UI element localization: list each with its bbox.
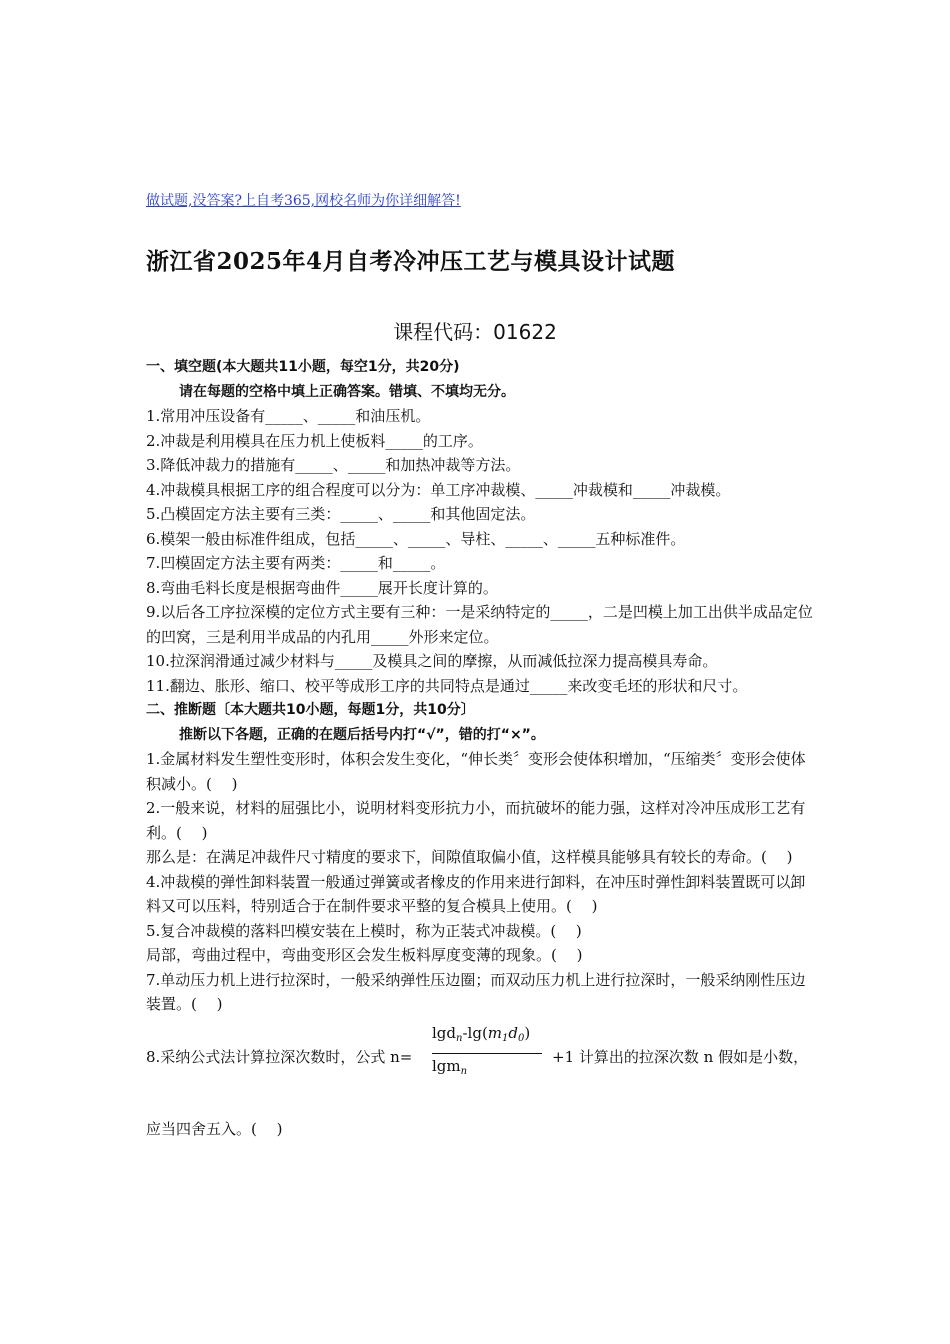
fill-question-9: 9.以后各工序拉深模的定位方式主要有三种：一是采纳特定的_____，二是凹模上加工出供半成品定位的凹窝，三是利用半成品的内孔用_____外形来定位。 xyxy=(146,603,813,646)
exam-content xyxy=(146,355,814,1141)
fill-question-6: 6.模架一般由标准件组成，包括_____、_____、导柱、_____、_____五种标准件。 xyxy=(146,529,686,548)
fill-question-11: 11.翻边、胀形、缩口、校平等成形工序的共同特点是通过_____来改变毛坯的形状和尺寸。 xyxy=(146,676,748,695)
fill-question-4: 4.冲裁模具根据工序的组合程度可以分为：单工序冲裁模、_____冲裁模和_____冲裁模。 xyxy=(146,480,731,499)
q8-prefix: 8.采纳公式法计算拉深次数时，公式 n= xyxy=(146,1047,413,1066)
judge-question-5: 5.复合冲裁模的落料凹模安装在上模时，称为正装式冲裁模。( ) xyxy=(146,921,582,940)
section2-heading: 二、推断题〔本大题共10小题，每题1分，共10分〕 xyxy=(146,702,475,718)
q8-formula xyxy=(432,1021,542,1085)
judge-question-1: 1.金属材料发生塑性变形时，体积会发生变化，“伸长类〞变形会使体积增加，“压缩类〞变形会使体积减小。( ) xyxy=(146,750,806,793)
judge-question-2: 2.一般来说，材料的屈强比小，说明材料变形抗力小，而抗破坏的能力强，这样对冷冲压成形工艺有利。( ) xyxy=(146,799,806,842)
judge-question-4: 4.冲裁模的弹性卸料装置一般通过弹簧或者橡皮的作用来进行卸料，在冲压时弹性卸料装置既可以卸料又可以压料，特别适合于在制件要求平整的复合模具上使用。( ) xyxy=(146,872,806,915)
promo-link[interactable]: 做试题,没答案?上自考365,网校名师为你详细解答! xyxy=(146,193,461,209)
judge-question-6: 局部，弯曲过程中，弯曲变形区会发生板料厚度变薄的现象。( ) xyxy=(146,946,583,964)
judge-question-7: 7.单动压力机上进行拉深时，一般采纳弹性压边圈；而双动压力机上进行拉深时，一般采纳刚性压边装置。( ) xyxy=(146,970,806,1013)
fill-question-5: 5.凸模固定方法主要有三类：_____、_____和其他固定法。 xyxy=(146,505,536,523)
course-code: 课程代码：01622 xyxy=(393,320,557,344)
fill-question-8: 8.弯曲毛料长度是根据弯曲件_____展开长度计算的。 xyxy=(146,578,498,597)
fill-question-2: 2.冲裁是利用模具在压力机上使板料_____的工序。 xyxy=(146,431,483,450)
q8-tail: 应当四舍五入。( ) xyxy=(146,1119,283,1138)
section1-instruction: 请在每题的空格中填上正确答案。错填、不填均无分。 xyxy=(179,383,515,400)
fill-question-1: 1.常用冲压设备有_____、_____和油压机。 xyxy=(146,407,431,425)
fill-question-7: 7.凹模固定方法主要有两类：_____和_____。 xyxy=(146,554,446,572)
page-title: 浙江省2025年4月自考冷冲压工艺与模具设计试题 xyxy=(146,248,676,275)
judge-question-8 xyxy=(146,1017,814,1093)
section1-heading: 一、填空题(本大题共11小题，每空1分，共20分) xyxy=(146,359,460,375)
formula-denominator: lgm$_n$ xyxy=(432,1057,468,1077)
formula-numerator: $\lg d_n-\lg(m_1d_0)$ xyxy=(432,1021,542,1055)
fill-question-3: 3.降低冲裁力的措施有_____、_____和加热冲裁等方法。 xyxy=(146,456,521,474)
section2-instruction: 推断以下各题，正确的在题后括号内打“√”，错的打“×”。 xyxy=(179,726,545,743)
fill-question-10: 10.拉深润滑通过减少材料与_____及模具之间的摩擦，从而减低拉深力提高模具寿命。 xyxy=(146,652,718,670)
q8-suffix: +1 计算出的拉深次数 n 假如是小数， xyxy=(552,1047,809,1066)
judge-question-3: 那么是：在满足冲裁件尺寸精度的要求下，间隙值取偏小值，这样模具能够具有较长的寿命。( ) xyxy=(146,848,793,866)
